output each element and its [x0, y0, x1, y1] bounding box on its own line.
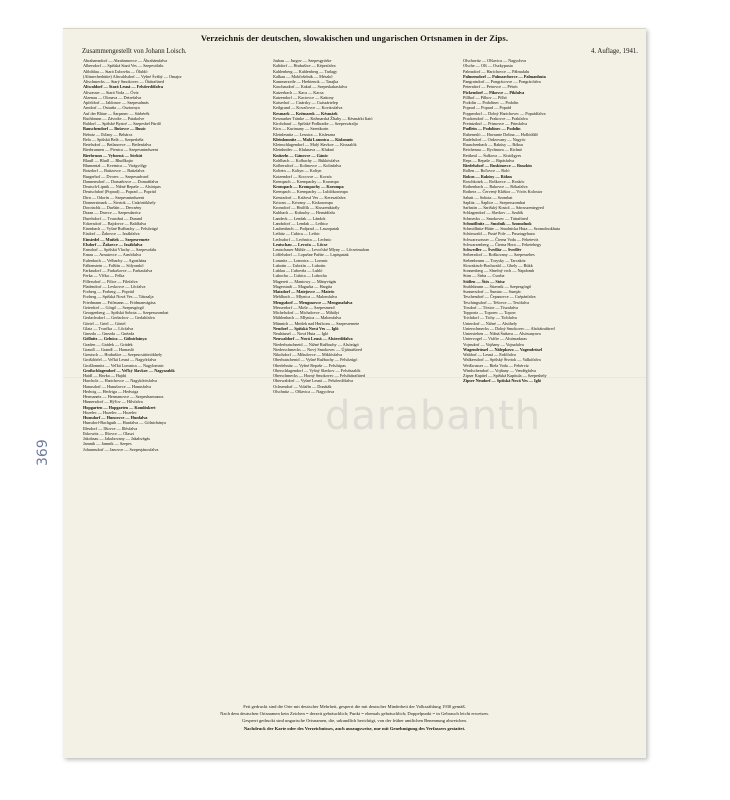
place-entry: Pickendorf — Pikovce — Pikfalva	[463, 89, 525, 95]
place-entry: Schwedler — Švedlár — Svedlér	[463, 247, 522, 252]
place-entry: Ernau — Arnutovce — Arnótfalva	[83, 252, 141, 258]
place-entry: Waldorf — Lesná — Erdőfalva	[463, 352, 516, 357]
place-entry: Durelsdorf — Tvarožná — Durand	[83, 215, 143, 221]
place-entry: Münnich — Mnišek nad Hnilcom — Szepesremete	[273, 320, 360, 326]
place-entry: Kirn — Kurimany — Szentkorin	[273, 126, 329, 132]
place-entry: Schwarzwasser — Čierna Voda — Feketevíz	[463, 236, 539, 242]
place-entry: Kubbach — Kubachy — Hernádfalu	[273, 210, 335, 216]
place-entry: Pudlein — Podolínec — Podolin	[463, 126, 521, 132]
place-entry: Lubocha — Ľubica — Lubocha	[273, 273, 327, 279]
place-entry: Kaiserhof — Cisársky — Császártelep	[273, 100, 338, 105]
place-entry: Großschlagendorf — Veľký Slavkov — Nagyszalók	[83, 367, 175, 373]
place-entry: Jamnik — Jamnik — Szepes	[83, 441, 132, 447]
place-entry: Magerstadt — Magurka — Hargita	[273, 283, 333, 289]
place-entry: Burgerhof — Dvorec — Szepesudvard	[83, 173, 149, 179]
place-entry: Lubotin — Ľubotín — Lubotin	[273, 262, 326, 268]
paper-fold	[63, 377, 646, 378]
place-list-column-3	[463, 58, 643, 384]
place-entry: Georgenberg — Spišská Sobota — Szepesszombat	[83, 310, 169, 315]
watermark: darabanth	[325, 393, 542, 439]
place-entry: Löffelsdorf — Lopušne Pažite — Lapispatak	[273, 252, 349, 258]
place-entry: Kleinlesnitz — Lesnica — Kisleszna	[273, 131, 336, 137]
place-entry: Jurkau — Jurgov — Szepesgyörke	[273, 58, 332, 63]
place-entry: Weißwasser — Biela Voda — Fehérvíz	[463, 362, 529, 368]
place-entry: Untervogel — Vtáčie — Alsómadaras	[463, 336, 527, 342]
document-sheet	[35, 28, 646, 758]
place-entry: Slowakisch-Buchwald — Gbely — Bükk	[463, 262, 533, 268]
place-entry: Leutschauer Mühle — Levočské Mlyny — Lőcseimalom	[273, 247, 370, 252]
place-entry: Krempach — Krempachy — Korompa	[273, 178, 339, 184]
place-entry: Leibitz — Ľubica — Leibic	[273, 231, 320, 237]
place-entry: Görtel — Grtel — Görtel	[83, 320, 126, 326]
place-entry: Kreutzdorf — Križová Ves — Keresztfalva	[273, 194, 346, 200]
place-entry: Bierbrunn — Vyborná — Sörkút	[83, 152, 143, 158]
place-entry: Dirn — Odorín — Szepesmindszent	[83, 194, 144, 200]
place-entry: Reps — Repaše — Ripásfalva	[463, 157, 514, 163]
place-entry: Haidl — Havka — Hajdú	[83, 373, 127, 378]
compiled-by: Zusammengestellt von Johann Loisch.	[82, 48, 187, 55]
place-entry: Betelsdorf — Betlanovce — Betlenfalva	[83, 142, 152, 147]
place-entry: Petersdorf — Petrovce — Pétróc	[463, 84, 519, 90]
place-entry: Vojnsdorf — Vojňany — Vojnafalva	[463, 341, 524, 347]
place-entry: Neudorf — Spišská Nová Ves — Igló	[273, 325, 339, 331]
place-entry: Bachbrunn — Závodie — Patakolve	[83, 115, 145, 121]
place-entry: Niederschmecks — Nový Smokovec — Újtátrafüred	[273, 346, 362, 352]
place-entry: Koltein — Koltyn — Koltyn	[273, 168, 322, 174]
place-entry: Großlomnitz — Veľká Lomnica — Nagylomnic	[83, 362, 164, 368]
place-entry: Mengsdorf — Mengusovce — Menguszfalva	[273, 299, 353, 305]
place-entry: Kriwan — Krivany — Kiskorompa	[273, 199, 333, 205]
place-entry: Palmensdorf — Palmarchovce — Palmanhuta	[463, 73, 546, 79]
place-list-column-2	[273, 58, 453, 394]
place-entry: Preintzdorf — Primovce — Primfalva	[463, 121, 527, 126]
place-entry: Oberwaldorf — Vyšné Lesná — Felsőerdőfalva	[273, 378, 354, 384]
place-entry: Kohlbach — Kolbachy — Bükkösfalva	[273, 157, 340, 163]
place-entry: Riedelsdorf — Ruskinovce — Ruszkin	[463, 163, 532, 168]
place-entry: Unterdorf — Nižné — Alsóhely	[463, 320, 517, 326]
place-entry: Pillhof — Pilhov — Pilhó	[463, 94, 507, 100]
place-entry: Hinnersdorf — Hýľov — Hilvfalva	[83, 399, 143, 405]
place-entry: Kleinlomnitz — Malá Lomnica — Kislomnic	[273, 136, 354, 142]
place-entry: Großdörfel — Veľká Lesná — Nagyőrfalva	[83, 357, 157, 363]
place-entry: Abrahamsdorf — Abrahamovce — Ábrahámfalva	[83, 58, 168, 63]
place-entry: Topportz — Toporec — Toporc	[463, 310, 516, 315]
place-entry: Popperdorf — Dolný Harichovec — Poprádfalva	[463, 110, 546, 116]
place-entry: Gnezda — Gnezda — Gnézda	[83, 331, 135, 336]
place-entry: Lechsdorf — Lechnica — Lechnic	[273, 236, 332, 242]
place-entry: Olsche — Olš — Oszkypusta	[463, 63, 513, 69]
place-entry: Graudl — Grandl — Harnaslö	[83, 346, 134, 352]
place-entry: Oberschlagendorf — Vyšný Slavkov — Felsőszalók	[273, 367, 361, 373]
place-entry: Apfeldorf — Jablonov — Szepesalmás	[83, 100, 149, 105]
place-entry: Ernsdorf — Spišská Vlachy — Szepesofalu	[83, 247, 157, 252]
place-entry: Rothenbach — Rakovce — Rókafalva	[463, 184, 528, 189]
place-entry: Schmecks — Smokovec — Tátrafüred	[463, 215, 528, 221]
place-list-column-1	[83, 58, 263, 452]
place-entry: Hozelec — Hozelec — Hozelec	[83, 409, 137, 415]
place-entry: Falkenstein — Falštín — Sólyomkő	[83, 262, 144, 268]
place-entry: Dannensdorf — Domaňovce — Domaňfalva	[83, 178, 159, 184]
place-entry: Mühlenbach — Mlynica — Malomfalva	[273, 315, 342, 321]
place-entry: Farkasdorf — Farkašovce — Farkasfalva	[83, 268, 153, 273]
place-entry: Pangratsdorf — Pongrácovce — Pongrácfalva	[463, 79, 541, 84]
place-entry: Keilgrund — Kovačovce — Kovácsfalva	[273, 105, 343, 111]
place-entry: Altschmecks — Starý Smokovec — Ótátrafüred	[83, 79, 165, 84]
place-entry: Poprad — Poprad — Poprád	[463, 105, 512, 111]
place-entry: Katzendorf — Kaciovce — Kattony	[273, 94, 334, 100]
place-entry: Kammerzeile — Hrebienok — Tarajka	[273, 79, 339, 84]
place-entry: Rokus — Rakúsy — Rókus	[463, 173, 513, 179]
place-entry: Johannsdorf — Janovce — Szepesjánosfalva	[83, 446, 159, 452]
place-entry: Bierbrunnen — Pivnica — Szepesmindszent	[83, 147, 158, 153]
place-entry: Krempach — Krempachy — Lublókorompa	[273, 189, 348, 195]
place-entry: Kesmarker Tränke — Kežmarská Žliaby — Késmárki Itató	[273, 115, 373, 121]
place-entry: Eisdorf — Žakovce — Izsákfalva	[83, 231, 140, 237]
place-entry: Ochsendorf — Volařín — Donáták	[273, 383, 332, 389]
place-entry: Neuwaldorf — Nová Lesná — Alsóerdőfalva	[273, 336, 353, 342]
place-entry: Reichenau — Rychnava — Richnó	[463, 147, 522, 153]
place-entry: Radelsdorf — Ordzovany — Nagyóc	[463, 136, 526, 142]
place-entry: Prackendorf — Prakovce — Prakfalva	[463, 115, 528, 121]
place-entry: Bela — Spišská Belá — Szepesbéla	[83, 136, 144, 142]
place-entry: Stirn — Štrba — Csorba	[463, 273, 505, 279]
place-entry: Roschkotzk — Roškovce — Roskóc	[463, 178, 525, 184]
place-entry: Alzenau — Olcnava — Detrefalva	[83, 94, 142, 100]
place-entry: Fillersdorf — Filice — Filefalva	[83, 278, 138, 284]
place-entry: Oberlehnitz — Vyšné Repaše — Felsőripas	[273, 362, 346, 368]
place-entry: Friedmann — Fričmann — Frídmanvágása	[83, 299, 156, 305]
place-entry: Kirchdrauf — Spišské Podhradie — Szepesváralja	[273, 121, 358, 126]
place-entry: Laubenbach — Podprad — Laszopatak	[273, 226, 340, 231]
place-entry: Nikolsdorf — Mikulovce — Miklósfalva	[273, 352, 343, 357]
place-entry: Gerlachsdorf — Gerlachov — Gerlahfalva	[83, 315, 155, 321]
place-entry: Hedwig — Hedviga — Hedwiga	[83, 388, 139, 394]
place-entry: Kaltdorf — Hrabušice — Képesfalva	[273, 63, 336, 69]
place-entry: Neuhäusel — Nová Huta — Igló	[273, 331, 329, 336]
place-entry: Schmöllnitz-Hütte — Smolnícka Huta — Szomolnokhuta	[463, 226, 560, 231]
place-entry: Hopgarten — Hopgarten — Komlóskert	[83, 404, 156, 410]
footnotes	[63, 703, 646, 732]
place-entry: Zipser Kapitel — Spišská Kapitula — Szepeshely	[463, 373, 547, 378]
place-entry: Kleinhnilec — Kluknava — Kluknó	[273, 147, 334, 153]
place-entry: Stößen — Štós — Stósz	[463, 278, 505, 284]
place-entry: Untersieben — Nižná Šuňava — Alsósunyava	[463, 331, 541, 336]
place-entry: Kalkau — Mokřošelnik — Mészkő	[273, 73, 333, 79]
place-entry: Rabeneslö — Havranie Dolina — Hollódűlő	[463, 131, 538, 137]
place-entry: Einsiedel — Mníšek — Szepesremete	[83, 236, 150, 242]
place-entry: Saplitz — Šaplice — Szepesszombat	[463, 199, 526, 205]
place-entry: Forberg — Spišská Nová Ves — Tátraalja	[83, 294, 154, 300]
sheet-edge	[63, 28, 646, 29]
edition: 4. Auflage, 1941.	[590, 48, 638, 55]
place-entry: Kolbersdorf — Kolinovce — Kolinfalva	[273, 163, 342, 168]
place-entry: Teschendorf — Čepanovce — Csépánfalva	[463, 294, 536, 300]
place-entry: Kronsdorf — Hnilčík — Kisszentkirály	[273, 205, 340, 210]
place-entry: Forberg — Forberg — Poprád	[83, 289, 134, 294]
place-entry: Eckersdorf — Bajdovce — Baldfalva	[83, 220, 147, 226]
place-entry: Deutsch-Lipnik — Nižné Repaše — Alsóripas	[83, 184, 161, 189]
place-entry: Blaufl — Bludl — Bludlkajto	[83, 157, 133, 163]
place-entry: Unterschmecks — Dolný Smokovec — Alsótátrafüred	[463, 325, 555, 331]
place-entry: Hunsdorf-Bachguth — Hunfalva — Gölnicbánya	[83, 420, 166, 426]
place-entry: Glatz — Tvarčka — Lőcfalva	[83, 325, 134, 331]
place-entry: Michelsdorf — Michalovce — Mihályi	[273, 310, 340, 315]
place-entry: Harcholz — Harichovce — Nagykőrösfalva	[83, 378, 157, 384]
place-entry: Altwasser — Stará Voda — Óvíz	[83, 89, 139, 95]
place-entry: Geierdorf — Görgő — Szepesgörgő	[83, 304, 144, 310]
place-entry: Leutschau — Levoča — Lőcse	[273, 241, 328, 247]
place-entry: Illesdorf — Ilšovce — Illésfalva	[83, 425, 138, 431]
pencil-number: 369	[35, 439, 51, 466]
place-entry: Landsdorf — Lendak — Leibicz	[273, 220, 328, 226]
place-entry: Wagendrüssel — Nálepkovo — Vagendrüsel	[463, 346, 543, 352]
place-entry: Walkersdorf — Spišský Štvrtok — Valkófalva	[463, 357, 541, 363]
footnote: Fett gedruckt sind die Orte mit deutscher Mehrheit, gesperrt die mit deutscher Minderheit der Volkszählung 1930 gemäß.	[243, 704, 466, 709]
place-entry: (Altmecherhütte) Altwaldsdorf — Vyšné Švábý — Omajor	[83, 73, 182, 79]
place-entry: Altbiblau — Stará Ľubovňa — Ólubló	[83, 68, 148, 74]
place-entry: Kaschaudorf — Kakaš — Szepeskakasfalva	[273, 84, 347, 90]
footnote: Gesperrt gedruckt sind ungarische Ortsnamen, die, urkundlich berichtigt, von der früher amtlichen Benennung abweichen.	[242, 718, 467, 724]
place-entry: Messerdorf — Moše — Szepesmező	[273, 304, 335, 310]
place-entry: Ferka — Vlčka — Felka	[83, 273, 125, 279]
place-entry: Lomnitz — Lomnica — Lomnic	[273, 257, 328, 263]
place-entry: Hanusdorf — Hanušovce — Hanusfalva	[83, 383, 151, 389]
place-entry: Katzerbach — Kaca — Kacsa	[273, 89, 324, 95]
place-entry: Altwaldorf — Stará Lesná — Felsőerdőfalva	[83, 84, 163, 90]
place-entry: Dorotschk — Durštín — Dercsény	[83, 205, 142, 210]
place-entry: Eisenbach — Vyšné Ružbachy — Felsőzúgó	[83, 226, 158, 231]
place-entry: Sunnersdorf — Šumiac — Sumjác	[463, 289, 522, 294]
place-entry: Matzdorf — Matejovce — Mateóc	[273, 289, 335, 294]
place-entry: Sabatt — Sobota — Szombat	[463, 194, 513, 200]
place-entry: Magereit — Maniowy — Mányvágás	[273, 278, 337, 284]
place-entry: Lublau — Ľubovňa — Lubló	[273, 268, 323, 273]
place-entry: Oberhutschenid — Vyšné Ružbachy — Felsőzúgó	[273, 357, 358, 363]
place-entry: Trichdorf — Tichy — Tichfalva	[463, 315, 517, 321]
place-entry: Schmöllnitz — Smolník — Szomolnok	[463, 220, 532, 226]
place-entry: Rauschenbach — Rakúsy — Rókus	[463, 142, 524, 147]
place-entry: Ilskowitz — Ilšovce — Olaszi	[83, 430, 134, 436]
place-entry: Teschingsdorf — Tešovce — Tesófalva	[463, 299, 529, 305]
place-entry: Elsdorf — Žakovce — Izsákfalva	[83, 241, 143, 247]
place-entry: Fladendorf — Levkovce — Lőcfalva	[83, 283, 146, 289]
place-entry: Krompach — Krompachy — Korompa	[273, 184, 344, 189]
place-entry: Oberschmecks — Horný Smokovec — Felsőtátrafüred	[273, 373, 366, 378]
place-entry: Graden — Grádek — Grádek	[83, 341, 133, 347]
place-entry: Tirsdorf — Tírsice — Tíszafalva	[463, 304, 518, 310]
place-entry: Blumental — Kvetnica — Virágvölgy	[83, 163, 147, 168]
place-entry: Windschendorf — Vojňany — Vendégfalva	[463, 367, 536, 373]
place-entry: Draan — Dravce — Szepesdarócz	[83, 210, 141, 216]
place-entry: Greutsch — Hrabušice — Szepescsütörtökhely	[83, 352, 163, 357]
place-entry: Reitkeal — Šulkova — Kistölgyes	[463, 152, 522, 158]
place-entry: Auf der Bläue — Šarpanec — Sárbérék	[83, 110, 150, 116]
document-title: Verzeichnis der deutschen, slowakischen und ungarischen Ortsnamen in der Zips.	[200, 33, 509, 43]
place-entry: Kahlenberg — Kahlenberg — Tarlagy	[273, 68, 338, 74]
place-entry: Siebenbrunn — Torysky — Tarcaköz	[463, 257, 526, 263]
place-entry: Hermanetz — Hermanovce — Szepesharmanos	[83, 394, 164, 399]
place-entry: Olschnitz — Olšavica — Nagyolsva	[273, 388, 335, 394]
place-entry: Botzdorf — Batizovce — Batizfalva	[83, 168, 145, 174]
place-entry: Seibersdorf — Rožkovany — Szepessebes	[463, 252, 535, 258]
place-entry: Zipser Neudorf — Spišská Nová Ves — Igló	[463, 378, 542, 384]
place-entry: Mehlbach — Mlynica — Malomfalva	[273, 294, 337, 300]
place-entry: Sarbatin — Šarišský Kostol — Sárosszentegyed	[463, 205, 544, 210]
place-entry: Albersdorf — Spišská Stará Ves — Szepesófalu	[83, 63, 164, 69]
place-entry: Arndorf — Osturňa — Osztornya	[83, 105, 140, 111]
place-entry: Bauschendorf — Bušovce — Busóc	[83, 126, 146, 132]
place-entry: Schwarzenberg — Čierna Hora — Feketehegy	[463, 241, 542, 247]
place-entry: Bebotz — Ihľany — Behárcz	[83, 131, 133, 137]
place-entry: Podolin — Podolínec — Podolin	[463, 100, 519, 105]
place-entry: Deutschdorf (Poprad) — Poprad — Poprád	[83, 189, 156, 195]
place-entry: Olschavitz — Olšavica — Nagyolsva	[463, 58, 527, 63]
footnote: Nachdruck der Karte oder des Verzeichnisses, auch auszugsweise, nur mit Genehmigung des Verfassers gestattet.	[243, 725, 466, 731]
place-entry: Donnerstmark — Štvrtok — Csütörtökhely	[83, 199, 156, 205]
place-entry: Landeck — Lendak — Lándok	[273, 215, 326, 221]
place-entry: Kotzendorf — Kocovce — Kocsóc	[273, 173, 333, 179]
place-entry: Stuhlsbrunn — Štiavnik — Szepesgörgő	[463, 283, 532, 289]
place-entry: Schlagendorf — Slavkov — Szalók	[463, 210, 524, 216]
place-entry: Kesmark — Kežmarok — Késmárk	[273, 110, 338, 116]
place-entry: Rollen — Roľovce — Roló	[463, 168, 510, 174]
place-entry: Eulenbach — Velbachy — Agostháza	[83, 257, 147, 263]
place-entry: Schönwald — Pusté Pole — Pusztagyhaza	[463, 231, 535, 237]
place-entry: Hunsdorf — Huncovce — Hunfalva	[83, 415, 148, 420]
place-entry: Niederhutschneid — Nižné Ružbachy — Alsózúgó	[273, 341, 359, 347]
place-entry: Rotherz — Červený Kláštor — Vörös Kolostor	[463, 189, 543, 195]
place-entry: Kleinschlagendorf — Malý Slavkov — Kisszalók	[273, 142, 357, 147]
footnote: Nach dem deutschen Ortsnamen kein Zeichen = derzeit gebräuchlich; Punkt = ehemals gebräuchlich; Doppelpunkt = in Gebrauch leicht erweisen.	[220, 711, 489, 717]
place-entry: Sonnenberg — Slnečný vrch — Napdomb	[463, 268, 535, 273]
place-entry: Palmsdorf — Harichovce — Pálmafalu	[463, 68, 530, 74]
place-entry: Göllnitz — Gelnica — Gölnicbánya	[83, 336, 147, 342]
place-entry: Knitzeln — Gánovce — Gánóc	[273, 152, 329, 158]
place-entry: Baldorf — Spišské Bystré — Szepesbel Fürdő	[83, 121, 161, 126]
place-entry: Jakobsau — Jakubovany — Jakabvágás	[83, 436, 151, 441]
